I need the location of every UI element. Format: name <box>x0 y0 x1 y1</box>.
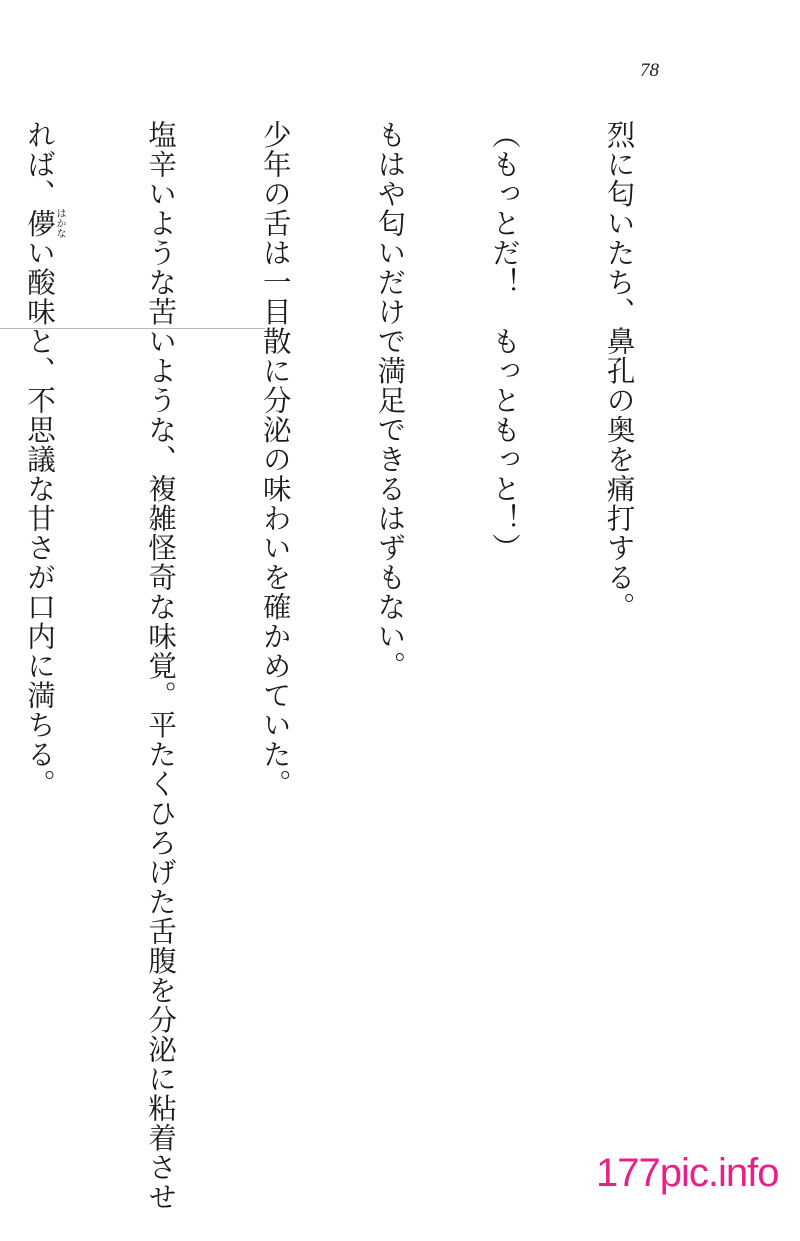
ruby-reading: はかな <box>54 208 66 239</box>
text-segment: い酸味と、不思議な甘さが口内に満ちる。 <box>23 238 57 799</box>
text-line: （もっとだ！ もっともっと！） <box>487 120 521 563</box>
text-line: 少年の舌は一目散に分泌の味わいを確かめていた。 <box>258 120 292 799</box>
text-segment: れば、 <box>23 120 57 209</box>
page-number: 78 <box>640 60 659 81</box>
ruby-base: 儚 <box>23 208 57 239</box>
text-line: 烈に匂いたち、鼻孔の奥を痛打する。 <box>602 120 636 622</box>
ruby-annotation <box>23 208 66 239</box>
text-line: もはや匂いだけで満足できるはずもない。 <box>373 120 407 681</box>
text-line <box>20 120 65 1110</box>
site-watermark: 177pic.info <box>596 1151 779 1195</box>
text-line: 塩辛いような苦いような、複雑怪奇な味覚。平たくひろげた舌腹を分泌に粘着させ <box>144 120 178 1212</box>
